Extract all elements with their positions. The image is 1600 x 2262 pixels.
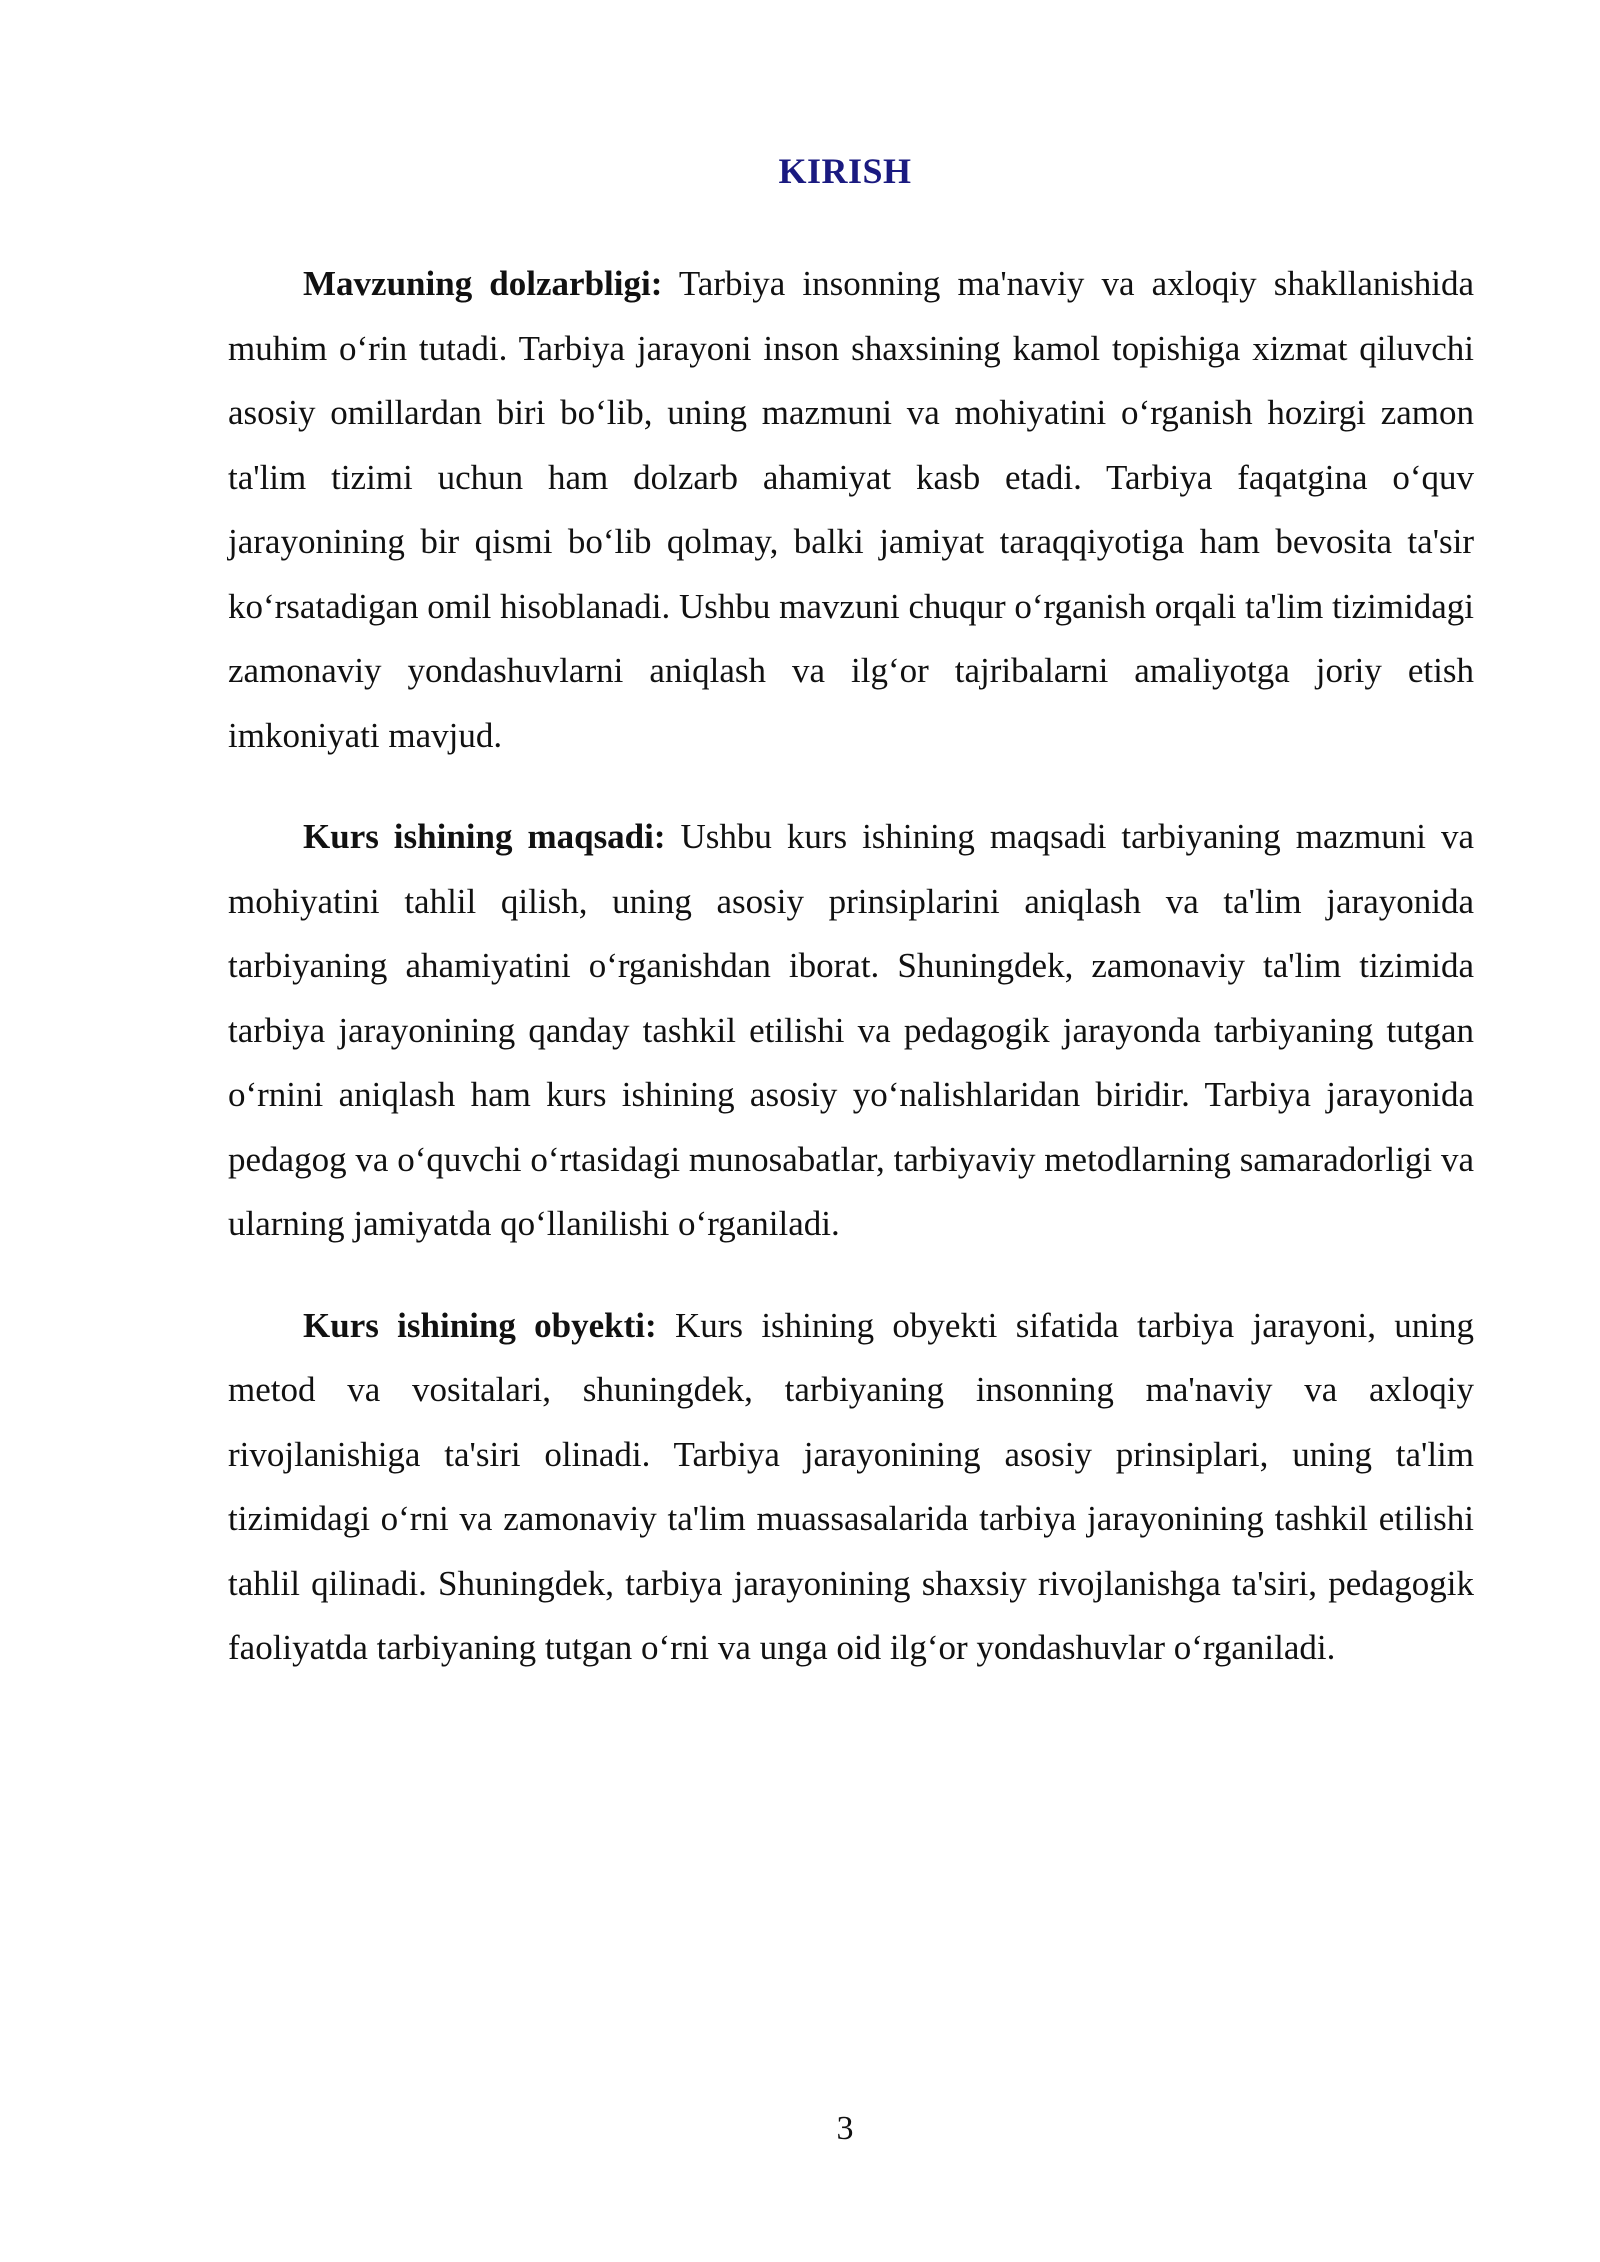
body-text [228,252,1474,1681]
paragraph-purpose [228,805,1474,1257]
paragraph-text: Ushbu kurs ishining maqsadi tarbiyaning mazmuni va mohiyatini tahlil qilish, uning asosiy prinsiplarini aniqlash va ta'lim jarayonida tarbiyaning ahamiyatini o‘rganishdan iborat. Shuningdek, zamonaviy ta'lim tizimida tarbiya jarayonining qanday tashkil etilishi va pedagogik jarayonda tarbiyaning tutgan o‘rnini aniqlash ham kurs ishining asosiy yo‘nalishlaridan biridir. Tarbiya jarayonida pedagog va o‘quvchi o‘rtasidagi munosabatlar, tarbiyaviy metodlarning samaradorligi va ularning jamiyatda qo‘llanilishi o‘rganiladi. [228,817,1474,1243]
page-number: 3 [836,2110,854,2147]
paragraph-lead: Mavzuning dolzarbligi: [303,264,663,303]
paragraph-relevance [228,252,1474,768]
paragraph-object [228,1294,1474,1681]
paragraph-lead: Kurs ishining maqsadi: [303,817,666,856]
section-heading: KIRISH [778,151,912,191]
paragraph-lead: Kurs ishining obyekti: [303,1305,657,1345]
paragraph-text: Kurs ishining obyekti sifatida tarbiya jarayoni, uning metod va vositalari, shuningdek, tarbiyaning insonning ma'naviy va axloqiy rivojlanishiga ta'siri olinadi. Tarbiya jarayonining asosiy prinsiplari, uning ta'lim tizimidagi o‘rni va zamonaviy ta'lim muassasalarida tarbiya jarayonining tashkil etilishi tahlil qilinadi. Shuningdek, tarbiya jarayonining shaxsiy rivojlanishga ta'siri, pedagogik faoliyatda tarbiyaning tutgan o‘rni va unga oid ilg‘or yondashuvlar o‘rganiladi. [228,1305,1474,1667]
paragraph-text: Tarbiya insonning ma'naviy va axloqiy shakllanishida muhim o‘rin tutadi. Tarbiya jarayoni inson shaxsining kamol topishiga xizmat qiluvchi asosiy omillardan biri bo‘lib, uning mazmuni va mohiyatini o‘rganish hozirgi zamon ta'lim tizimi uchun ham dolzarb ahamiyat kasb etadi. Tarbiya faqatgina o‘quv jarayonining bir qismi bo‘lib qolmay, balki jamiyat taraqqiyotiga ham bevosita ta'sir ko‘rsatadigan omil hisoblanadi. Ushbu mavzuni chuqur o‘rganish orqali ta'lim tizimidagi zamonaviy yondashuvlarni aniqlash va ilg‘or tajribalarni amaliyotga joriy etish imkoniyati mavjud. [228,264,1475,755]
